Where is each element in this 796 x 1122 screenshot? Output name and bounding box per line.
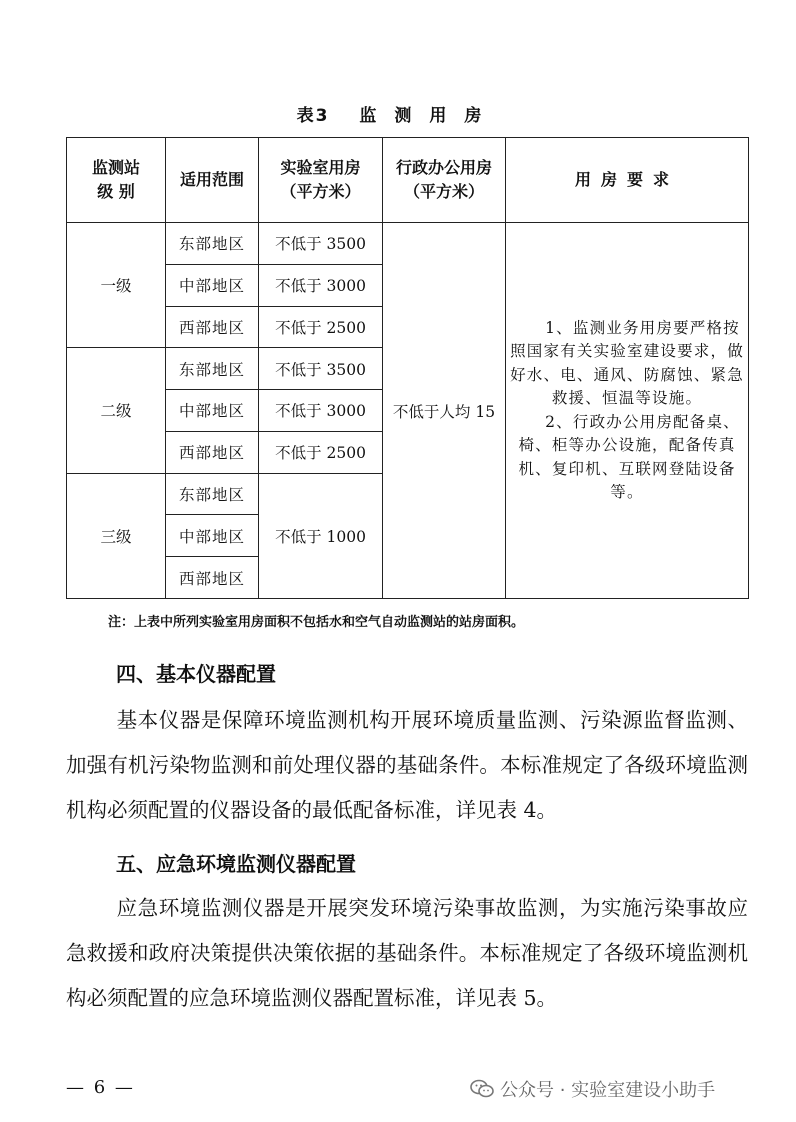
region-cell: 西部地区 (166, 557, 259, 599)
requirement-item: 2、行政办公用房配备桌、椅、柜等办公设施，配备传真机、复印机、互联网登陆设备等。 (518, 412, 740, 501)
watermark-text: 公众号 · 实验室建设小助手 (500, 1080, 716, 1101)
header-scope: 适用范围 (166, 138, 259, 223)
table-caption (0, 101, 796, 126)
table-caption-label: 表3 (296, 106, 330, 126)
page-number: — 6 — (66, 1077, 135, 1098)
region-cell: 东部地区 (166, 223, 259, 265)
lab-area-cell: 不低于 3000 (259, 264, 383, 306)
table-header-row (67, 138, 749, 223)
table-row (67, 223, 749, 265)
header-lab-area: 实验室用房 （平方米） (259, 138, 383, 223)
header-level: 监测站 级 别 (67, 138, 166, 223)
region-cell: 中部地区 (166, 264, 259, 306)
admin-area-cell: 不低于人均 15 (383, 223, 506, 599)
lab-area-cell: 不低于 2500 (259, 431, 383, 473)
region-cell: 东部地区 (166, 473, 259, 515)
lab-area-cell: 不低于 3500 (259, 223, 383, 265)
section-4-body: 基本仪器是保障环境监测机构开展环境质量监测、污染源监督监测、加强有机污染物监测和前处理仪器的基础条件。本标准规定了各级环境监测机构必须配置的仪器设备的最低配备标准，详见表 4。 (66, 708, 748, 822)
section-5-heading: 五、应急环境监测仪器配置 (116, 852, 356, 876)
region-cell: 西部地区 (166, 306, 259, 348)
lab-area-cell: 不低于 3500 (259, 348, 383, 390)
section-5-body: 应急环境监测仪器是开展突发环境污染事故监测，为实施污染事故应急救援和政府决策提供决策依据的基础条件。本标准规定了各级环境监测机构必须配置的应急环境监测仪器配置标准，详见表 5。 (66, 896, 748, 1010)
wechat-icon (470, 1079, 494, 1099)
section-4-heading: 四、基本仪器配置 (116, 662, 276, 686)
level-cell: 三级 (67, 473, 166, 598)
header-requirement: 用房要求 (506, 138, 749, 223)
room-requirements-table (66, 137, 749, 599)
header-admin-area: 行政办公用房 （平方米） (383, 138, 506, 223)
requirement-item: 1、监测业务用房要严格按照国家有关实验室建设要求，做好水、电、通风、防腐蚀、紧急救援、恒温等设施。 (510, 318, 744, 407)
region-cell: 中部地区 (166, 515, 259, 557)
region-cell: 东部地区 (166, 348, 259, 390)
watermark (470, 1076, 715, 1102)
table-caption-title: 监测用房 (359, 106, 500, 126)
level-cell: 二级 (67, 348, 166, 473)
table-note: 注：上表中所列实验室用房面积不包括水和空气自动监测站的站房面积。 (108, 615, 525, 630)
lab-area-cell: 不低于 3000 (259, 390, 383, 432)
lab-area-cell: 不低于 1000 (259, 473, 383, 598)
requirement-cell (506, 223, 749, 599)
lab-area-cell: 不低于 2500 (259, 306, 383, 348)
region-cell: 西部地区 (166, 431, 259, 473)
region-cell: 中部地区 (166, 390, 259, 432)
level-cell: 一级 (67, 223, 166, 348)
